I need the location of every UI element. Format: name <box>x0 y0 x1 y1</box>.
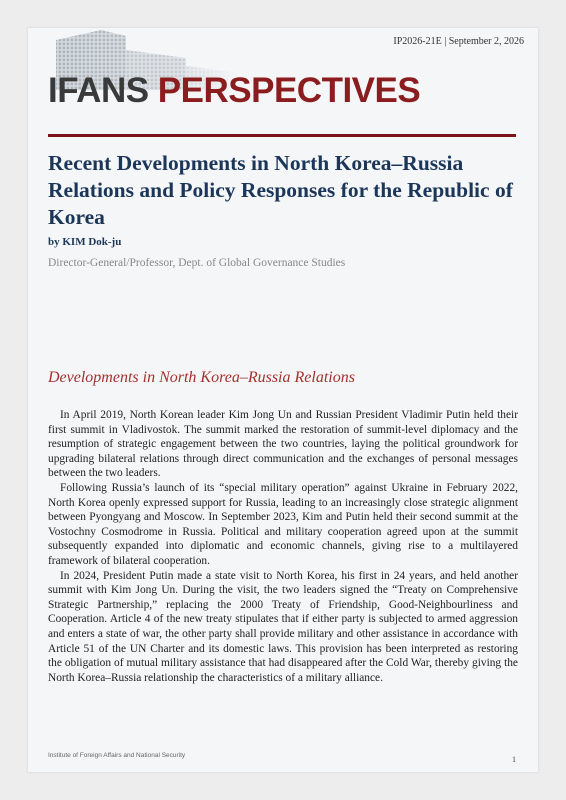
section-heading: Developments in North Korea–Russia Relations <box>48 369 355 386</box>
body-text <box>48 408 518 685</box>
paragraph: In 2024, President Putin made a state visit to North Korea, his first in 24 years, and held another summit with Kim Jong Un. During the visit, the two leaders signed the “Treaty on Comprehensive Strategic Partnership,” replacing the 2000 Treaty of Friendship, Good-Neighbourliness and Cooperation. Article 4 of the new treaty stipulates that if either party is subjected to armed aggression and enters a state of war, the other party shall provide military and other assistance in accordance with Article 51 of the UN Charter and its domestic laws. This provision has been interpreted as restoring the obligation of mutual military assistance that had disappeared after the Cold War, thereby giving the North Korea–Russia relationship the characteristics of a military alliance. <box>48 569 518 684</box>
document-page <box>28 28 538 772</box>
paragraph: In April 2019, North Korean leader Kim Jong Un and Russian President Vladimir Putin held their first summit in Vladivostok. The summit marked the restoration of summit-level diplomacy and the resumption of strategic engagement between the two countries, laying the political groundwork for upgrading bilateral relations through direct communication and the exchanges of personal messages between the two leaders. <box>48 409 518 480</box>
series-title: IFANS PERSPECTIVES <box>48 71 421 110</box>
paragraph: Following Russia’s launch of its “special military operation” against Ukraine in February 2022, North Korea openly expressed support for Russia, leading to an increasingly close strategic alignment between Pyongyang and Moscow. In September 2023, Kim and Putin held their second summit at the Vostochny Cosmodrome in Russia. Political and military cooperation agreed upon at the summit subsequently expanded into diplomatic and economic channels, giving rise to a multilayered framework of bilateral cooperation. <box>48 481 518 567</box>
author: by KIM Dok-ju <box>48 236 122 248</box>
document-id: IP2026-21E | September 2, 2026 <box>393 36 524 47</box>
article-title: Recent Developments in North Korea–Russia Relations and Policy Responses for the Republic of Korea <box>48 151 513 229</box>
author-affiliation: Director-General/Professor, Dept. of Global Governance Studies <box>48 257 346 269</box>
header-rule <box>48 134 516 137</box>
page-number: 1 <box>512 755 516 764</box>
footer-institute: Institute of Foreign Affairs and National Security <box>48 752 186 759</box>
